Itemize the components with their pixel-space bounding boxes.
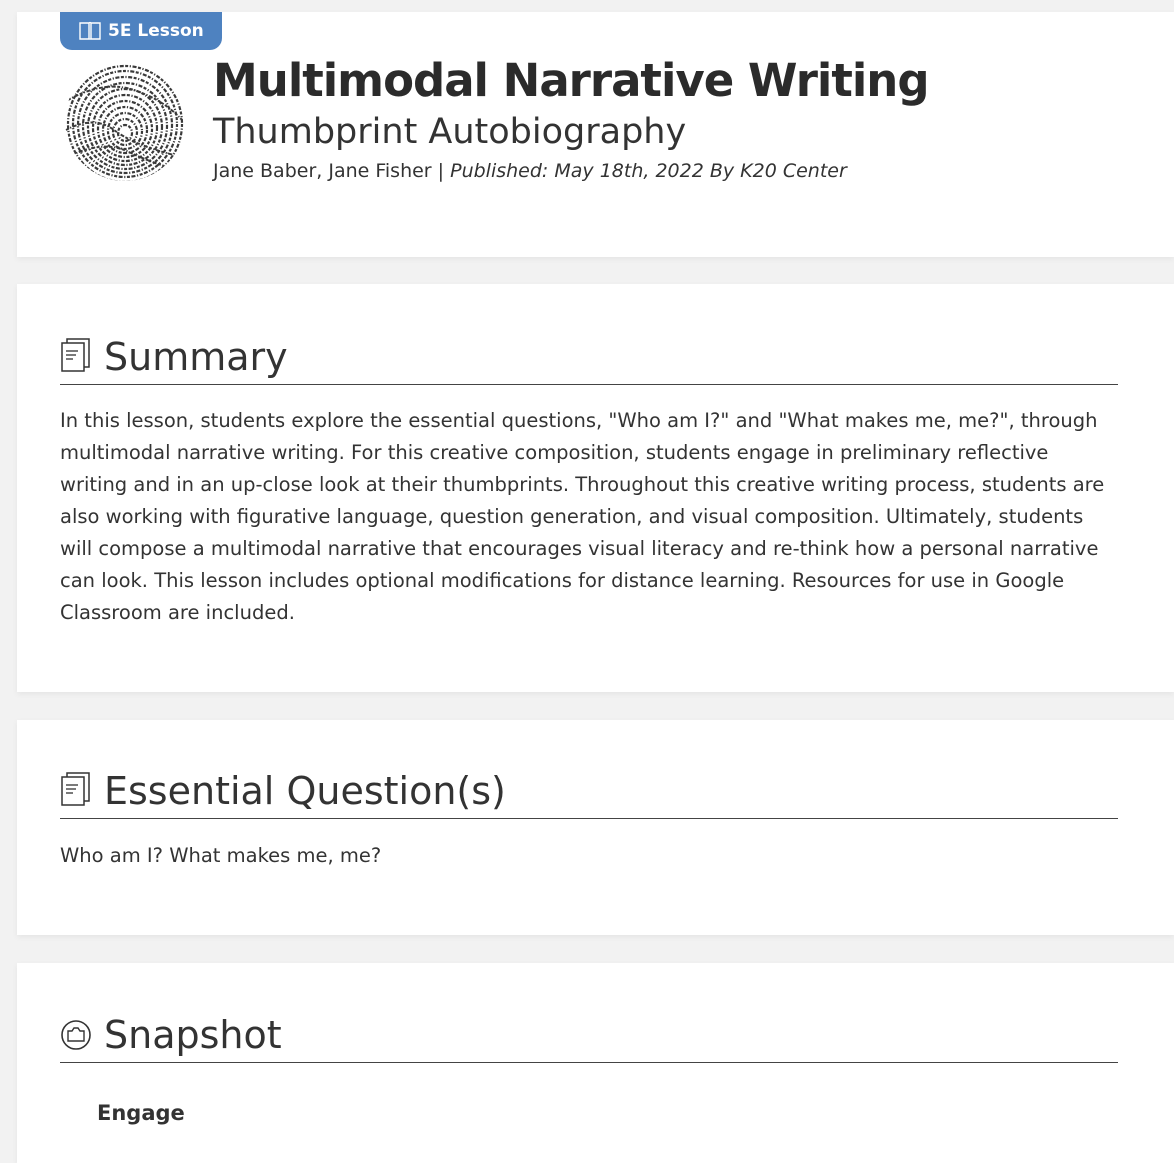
lesson-subtitle: Thumbprint Autobiography <box>213 112 687 152</box>
published-info: Published: May 18th, 2022 By K20 Center <box>450 160 847 182</box>
summary-text: In this lesson, students explore the essential questions, "Who am I?" and "What makes me, me?", through multimodal narrative writing. For this creative composition, students engage in preliminary reflective writing and in an up-close look at their thumbprints. Throughout this creative writing process, students are also working with figurative language, question generation, and visual composition. Ultimately, students will compose a multimodal narrative that encourages visual literacy and re-think how a personal narrative can look. This lesson includes optional modifications for distance learning. Resources for use in Google Classroom are included. <box>60 409 1105 624</box>
lesson-header-card <box>17 12 1174 257</box>
essential-questions-heading-row <box>60 762 1118 819</box>
snapshot-heading-row <box>60 1006 1118 1063</box>
lesson-type-badge <box>60 12 222 50</box>
lesson-title: Multimodal Narrative Writing <box>213 54 929 107</box>
essential-questions-heading: Essential Question(s) <box>104 769 506 813</box>
snapshot-heading: Snapshot <box>104 1013 282 1057</box>
byline-separator: | <box>437 160 445 182</box>
essential-questions-section <box>17 720 1174 935</box>
open-book-icon <box>78 20 102 42</box>
document-icon <box>60 338 92 372</box>
essential-questions-text: Who am I? What makes me, me? <box>60 844 382 867</box>
summary-heading: Summary <box>104 335 288 379</box>
document-icon <box>60 772 92 806</box>
snapshot-section <box>17 963 1174 1163</box>
lesson-byline <box>213 160 847 182</box>
summary-section <box>17 284 1174 692</box>
summary-heading-row <box>60 328 1118 385</box>
badge-label: 5E Lesson <box>108 21 204 41</box>
snapshot-phase-engage: Engage <box>97 1101 185 1125</box>
authors[interactable]: Jane Baber, Jane Fisher <box>213 160 432 182</box>
thumbprint-word-art-image <box>64 60 186 182</box>
camera-icon <box>60 1016 92 1050</box>
